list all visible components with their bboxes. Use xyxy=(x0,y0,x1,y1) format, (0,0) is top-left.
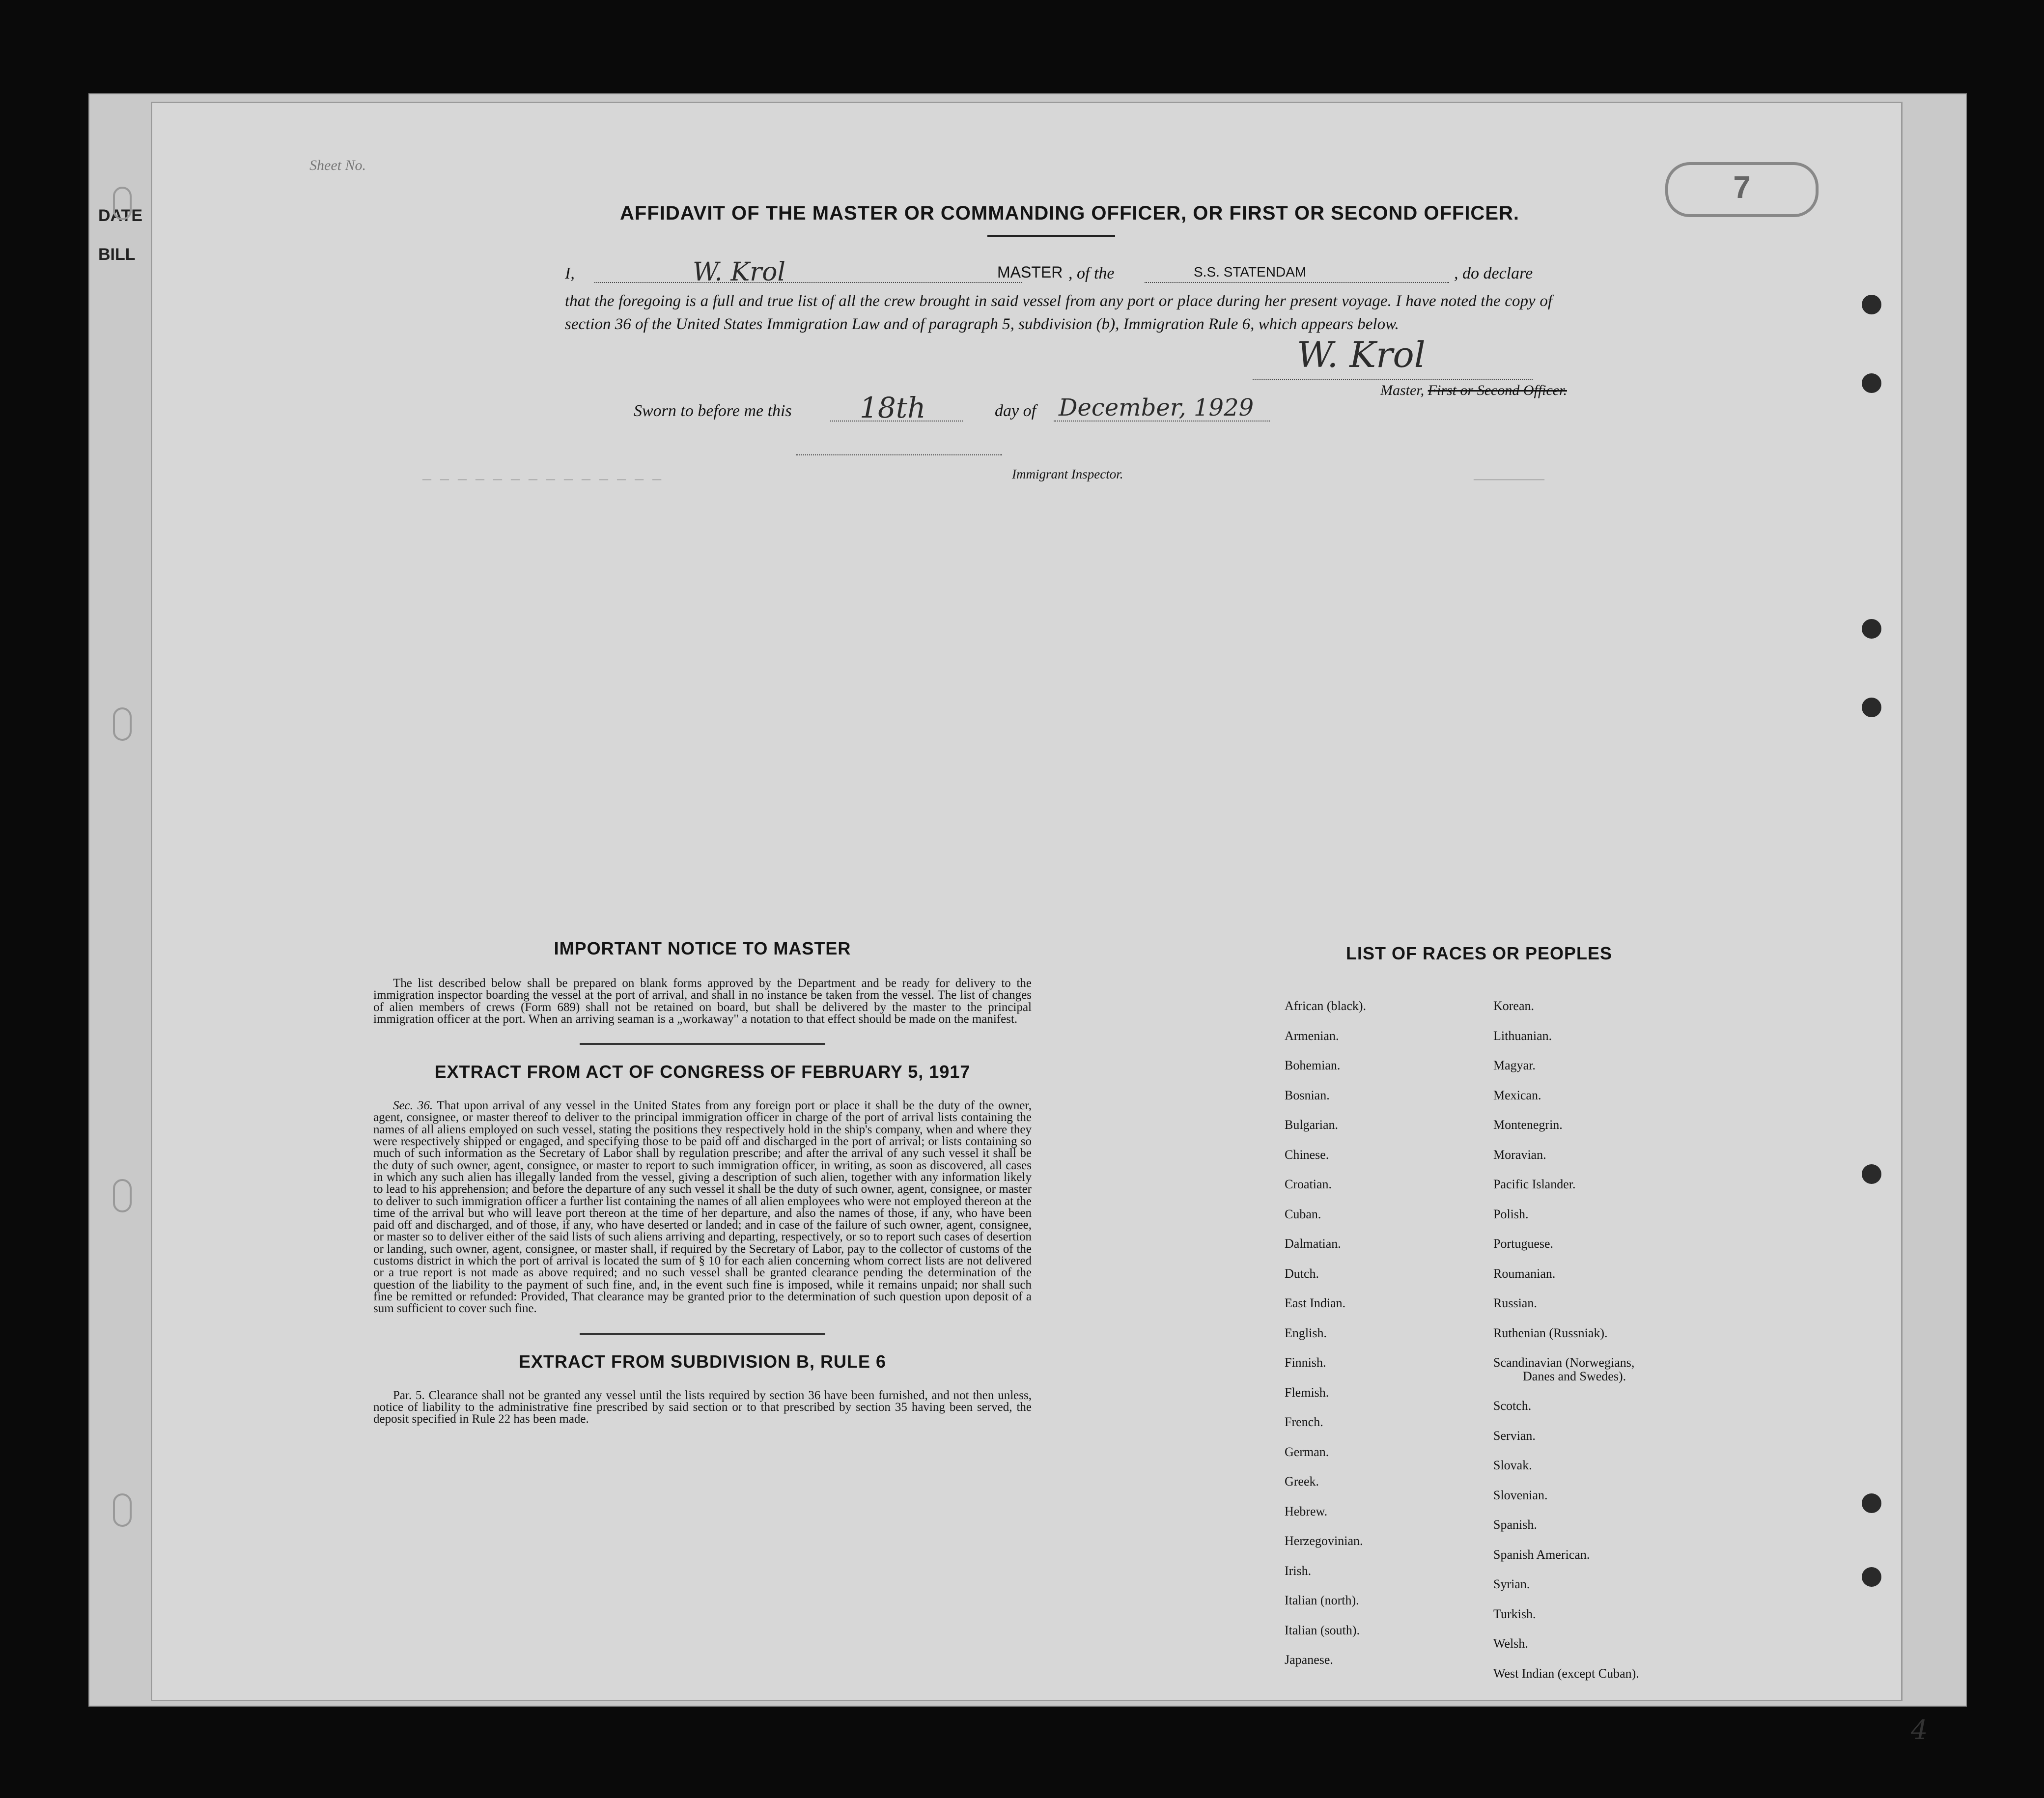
master-signature: W. Krol xyxy=(1297,334,1426,375)
race-item-continuation: Danes and Swedes). xyxy=(1523,1369,1626,1383)
race-item: Russian. xyxy=(1493,1296,1537,1310)
races-column-2 xyxy=(1493,991,1639,1688)
footer-index: 4 xyxy=(1911,1714,1928,1745)
race-item-scandinavian xyxy=(1493,1348,1639,1391)
race-item: Spanish American. xyxy=(1493,1547,1590,1562)
race-item: French. xyxy=(1285,1415,1323,1429)
race-item: Japanese. xyxy=(1285,1653,1333,1667)
race-item: Scandinavian (Norwegians, xyxy=(1493,1355,1635,1370)
affidavit-title-rule xyxy=(987,235,1115,237)
act-text xyxy=(373,1100,1032,1315)
race-item: Italian (south). xyxy=(1285,1623,1360,1637)
punch-hole xyxy=(1862,295,1881,314)
notice-title: IMPORTANT NOTICE TO MASTER xyxy=(554,938,851,958)
race-item: Welsh. xyxy=(1493,1636,1528,1651)
races-column-1 xyxy=(1285,991,1366,1675)
race-item: Mexican. xyxy=(1493,1088,1541,1102)
race-item: Moravian. xyxy=(1493,1147,1546,1162)
notice-text xyxy=(373,978,1032,1025)
race-item: Flemish. xyxy=(1285,1385,1329,1400)
sworn-month-year: December, 1929 xyxy=(1059,394,1254,421)
binding-ring xyxy=(113,187,132,220)
corner-stamp: 7 xyxy=(1665,162,1819,217)
race-item: Scotch. xyxy=(1493,1399,1532,1413)
act-section: Sec. 36. xyxy=(393,1099,433,1113)
race-item: Dutch. xyxy=(1285,1266,1319,1281)
race-item: Servian. xyxy=(1493,1428,1536,1443)
race-item: German. xyxy=(1285,1444,1329,1459)
race-item: Magyar. xyxy=(1493,1058,1536,1072)
punch-hole xyxy=(1862,698,1881,717)
punch-hole xyxy=(1862,1493,1881,1513)
act-rule xyxy=(580,1333,825,1335)
notice-paragraph: The list described below shall be prepared on blank forms approved by the Department and be ready for delivery to the immigration inspector boarding the vessel at the port of arrival, and shall in no instance be taken from the vessel. The list of changes of alien members of crews (Form 689) shall not be retained on board, but shall be delivered by the master to the principal immigration officer at the port. When an arriving seaman is a „workaway" a notation to that effect should be made on the manifest. xyxy=(373,977,1032,1026)
race-item: Slovenian. xyxy=(1493,1488,1548,1502)
races-title: LIST OF RACES OR PEOPLES xyxy=(1346,943,1613,963)
officer-name-field xyxy=(594,260,1022,283)
rule6-title: EXTRACT FROM SUBDIVISION B, RULE 6 xyxy=(518,1351,887,1372)
affidavit-declaration-line xyxy=(565,257,1552,290)
master-title xyxy=(1380,382,1567,399)
race-item: Turkish. xyxy=(1493,1606,1536,1621)
race-item: Syrian. xyxy=(1493,1577,1530,1591)
race-item: Bosnian. xyxy=(1285,1088,1330,1102)
of-the-text: , of the xyxy=(1068,264,1115,282)
race-item: Bulgarian. xyxy=(1285,1118,1339,1132)
instructions-column xyxy=(373,938,1032,1425)
act-paragraph: That upon arrival of any vessel in the United States from any foreign port or place it shall be the duty of the owner, agent, consignee, or master thereof to deliver to the principal immigration officer in charge of the port of arrival lists containing the names of all aliens employed on such vessel, stating the positions they respectively hold in the ship's company, when and where they were respectively shipped or engaged, and specifying those to be paid off and discharged in the port of arrival; or lists containing so much of such information as the Secretary of Labor shall by regulation prescribe; and after the arrival of any such vessel it shall be the duty of such owner, agent, consignee, or master to report to such immigration officer, in writing, as soon as discovered, all cases in which any such alien has illegally landed from the vessel, giving a description of such alien, together with any information likely to lead to his apprehension; and before the departure of any such vessel it shall be the duty of such owner, agent, consignee, or master to deliver to such immigration officer a further list containing the names of all alien employees who were not employed thereon at the time of the arrival but who will leave port thereon at the time of her departure, and also the names of those, if any, who have been paid off and discharged, and of those, if any, who have deserted or landed; and in case of the failure of such owner, agent, consignee, or master so to deliver either of the said lists of such aliens arriving and departing, respectively, or so to report such cases of desertion or landing, such owner, agent, consignee, or master shall, if required by the Secretary of Labor, pay to the collector of customs of the customs district in which the port of arrival is located the sum of § 10 for each alien concerning whom correct lists are not delivered or a true report is not made as above required; and no such vessel shall be granted clearance pending the determination of the question of the liability to the payment of such fine, and, in the event such fine is imposed, while it remains unpaid; nor shall such fine be remitted or refunded: Provided, That clearance may be granted prior to the determination of such question upon deposit of a sum sufficient to cover such fine. xyxy=(373,1099,1032,1316)
race-item: Cuban. xyxy=(1285,1207,1321,1221)
race-item: Hebrew. xyxy=(1285,1504,1328,1518)
race-item: English. xyxy=(1285,1325,1327,1340)
affidavit-title: AFFIDAVIT OF THE MASTER OR COMMANDING OFFICER, OR FIRST OR SECOND OFFICER. xyxy=(620,202,1519,224)
race-item: Irish. xyxy=(1285,1563,1312,1578)
sworn-prefix: Sworn to before me this xyxy=(634,402,792,420)
sworn-line xyxy=(634,391,1272,427)
punch-hole xyxy=(1862,373,1881,393)
binding-ring xyxy=(113,707,132,741)
race-item: Slovak. xyxy=(1493,1458,1532,1472)
edge-label-bill: BILL xyxy=(98,245,136,264)
race-item: Finnish. xyxy=(1285,1355,1326,1370)
sworn-mid: day of xyxy=(995,402,1036,420)
edge-label-date: DATE xyxy=(98,206,143,225)
rule6-paragraph: Par. 5. Clearance shall not be granted any vessel until the lists required by section 36 have been furnished, and not then unless, notice of liability to the administrative fine prescribed by said section or to that prescribed by section 35 having been served, the deposit specified in Rule 22 has been made. xyxy=(373,1388,1032,1426)
race-item: Dalmatian. xyxy=(1285,1236,1341,1251)
signature-line xyxy=(1253,378,1533,380)
master-prefix: Master, xyxy=(1380,382,1425,398)
race-item: Montenegrin. xyxy=(1493,1118,1563,1132)
punch-hole xyxy=(1862,1567,1881,1587)
race-item: Herzegovinian. xyxy=(1285,1534,1363,1548)
edge-labels xyxy=(98,206,143,334)
race-item: Polish. xyxy=(1493,1207,1529,1221)
punch-hole xyxy=(1862,1164,1881,1184)
race-item: Roumanian. xyxy=(1493,1266,1556,1281)
race-item: East Indian. xyxy=(1285,1296,1346,1310)
affidavit-body: that the foregoing is a full and true list of all the crew brought in said vessel from any port or place during her present voyage. I have noted the copy of section 36 of the United States Immigration Law and of paragraph 5, subdivision (b), Immigration Rule 6, which appears below. xyxy=(565,292,1552,333)
race-item: Bohemian. xyxy=(1285,1058,1341,1072)
race-item: Greek. xyxy=(1285,1474,1319,1489)
race-item: Spanish. xyxy=(1493,1517,1537,1532)
notice-rule xyxy=(580,1043,825,1045)
race-item: Pacific Islander. xyxy=(1493,1177,1576,1191)
race-item: Korean. xyxy=(1493,999,1535,1013)
punch-hole xyxy=(1862,619,1881,639)
officer-rank: MASTER xyxy=(997,263,1063,281)
sheet-number-label: Sheet No. xyxy=(309,157,366,173)
binding-ring xyxy=(113,1493,132,1527)
race-item: African (black). xyxy=(1285,999,1367,1013)
race-item: Portuguese. xyxy=(1493,1236,1554,1251)
do-declare-text: , do declare xyxy=(1454,264,1533,282)
race-item: Armenian. xyxy=(1285,1028,1339,1043)
vessel-name: S.S. STATENDAM xyxy=(1194,264,1307,280)
race-item: Croatian. xyxy=(1285,1177,1332,1191)
race-item: West Indian (except Cuban). xyxy=(1493,1666,1639,1681)
race-item: Italian (north). xyxy=(1285,1593,1359,1607)
affidavit-i: I, xyxy=(565,264,575,282)
rule6-text xyxy=(373,1390,1032,1426)
binding-ring xyxy=(113,1179,132,1212)
officer-name: W. Krol xyxy=(693,257,786,287)
act-title: EXTRACT FROM ACT OF CONGRESS OF FEBRUARY 5, 1917 xyxy=(434,1062,971,1082)
inspector-label: Immigrant Inspector. xyxy=(1012,467,1123,481)
master-struck-title: First or Second Officer. xyxy=(1428,382,1567,398)
race-item: Chinese. xyxy=(1285,1147,1329,1162)
sworn-day: 18th xyxy=(860,391,926,424)
race-item: Lithuanian. xyxy=(1493,1028,1552,1043)
race-item: Ruthenian (Russniak). xyxy=(1493,1325,1608,1340)
inspector-line xyxy=(796,454,1002,455)
